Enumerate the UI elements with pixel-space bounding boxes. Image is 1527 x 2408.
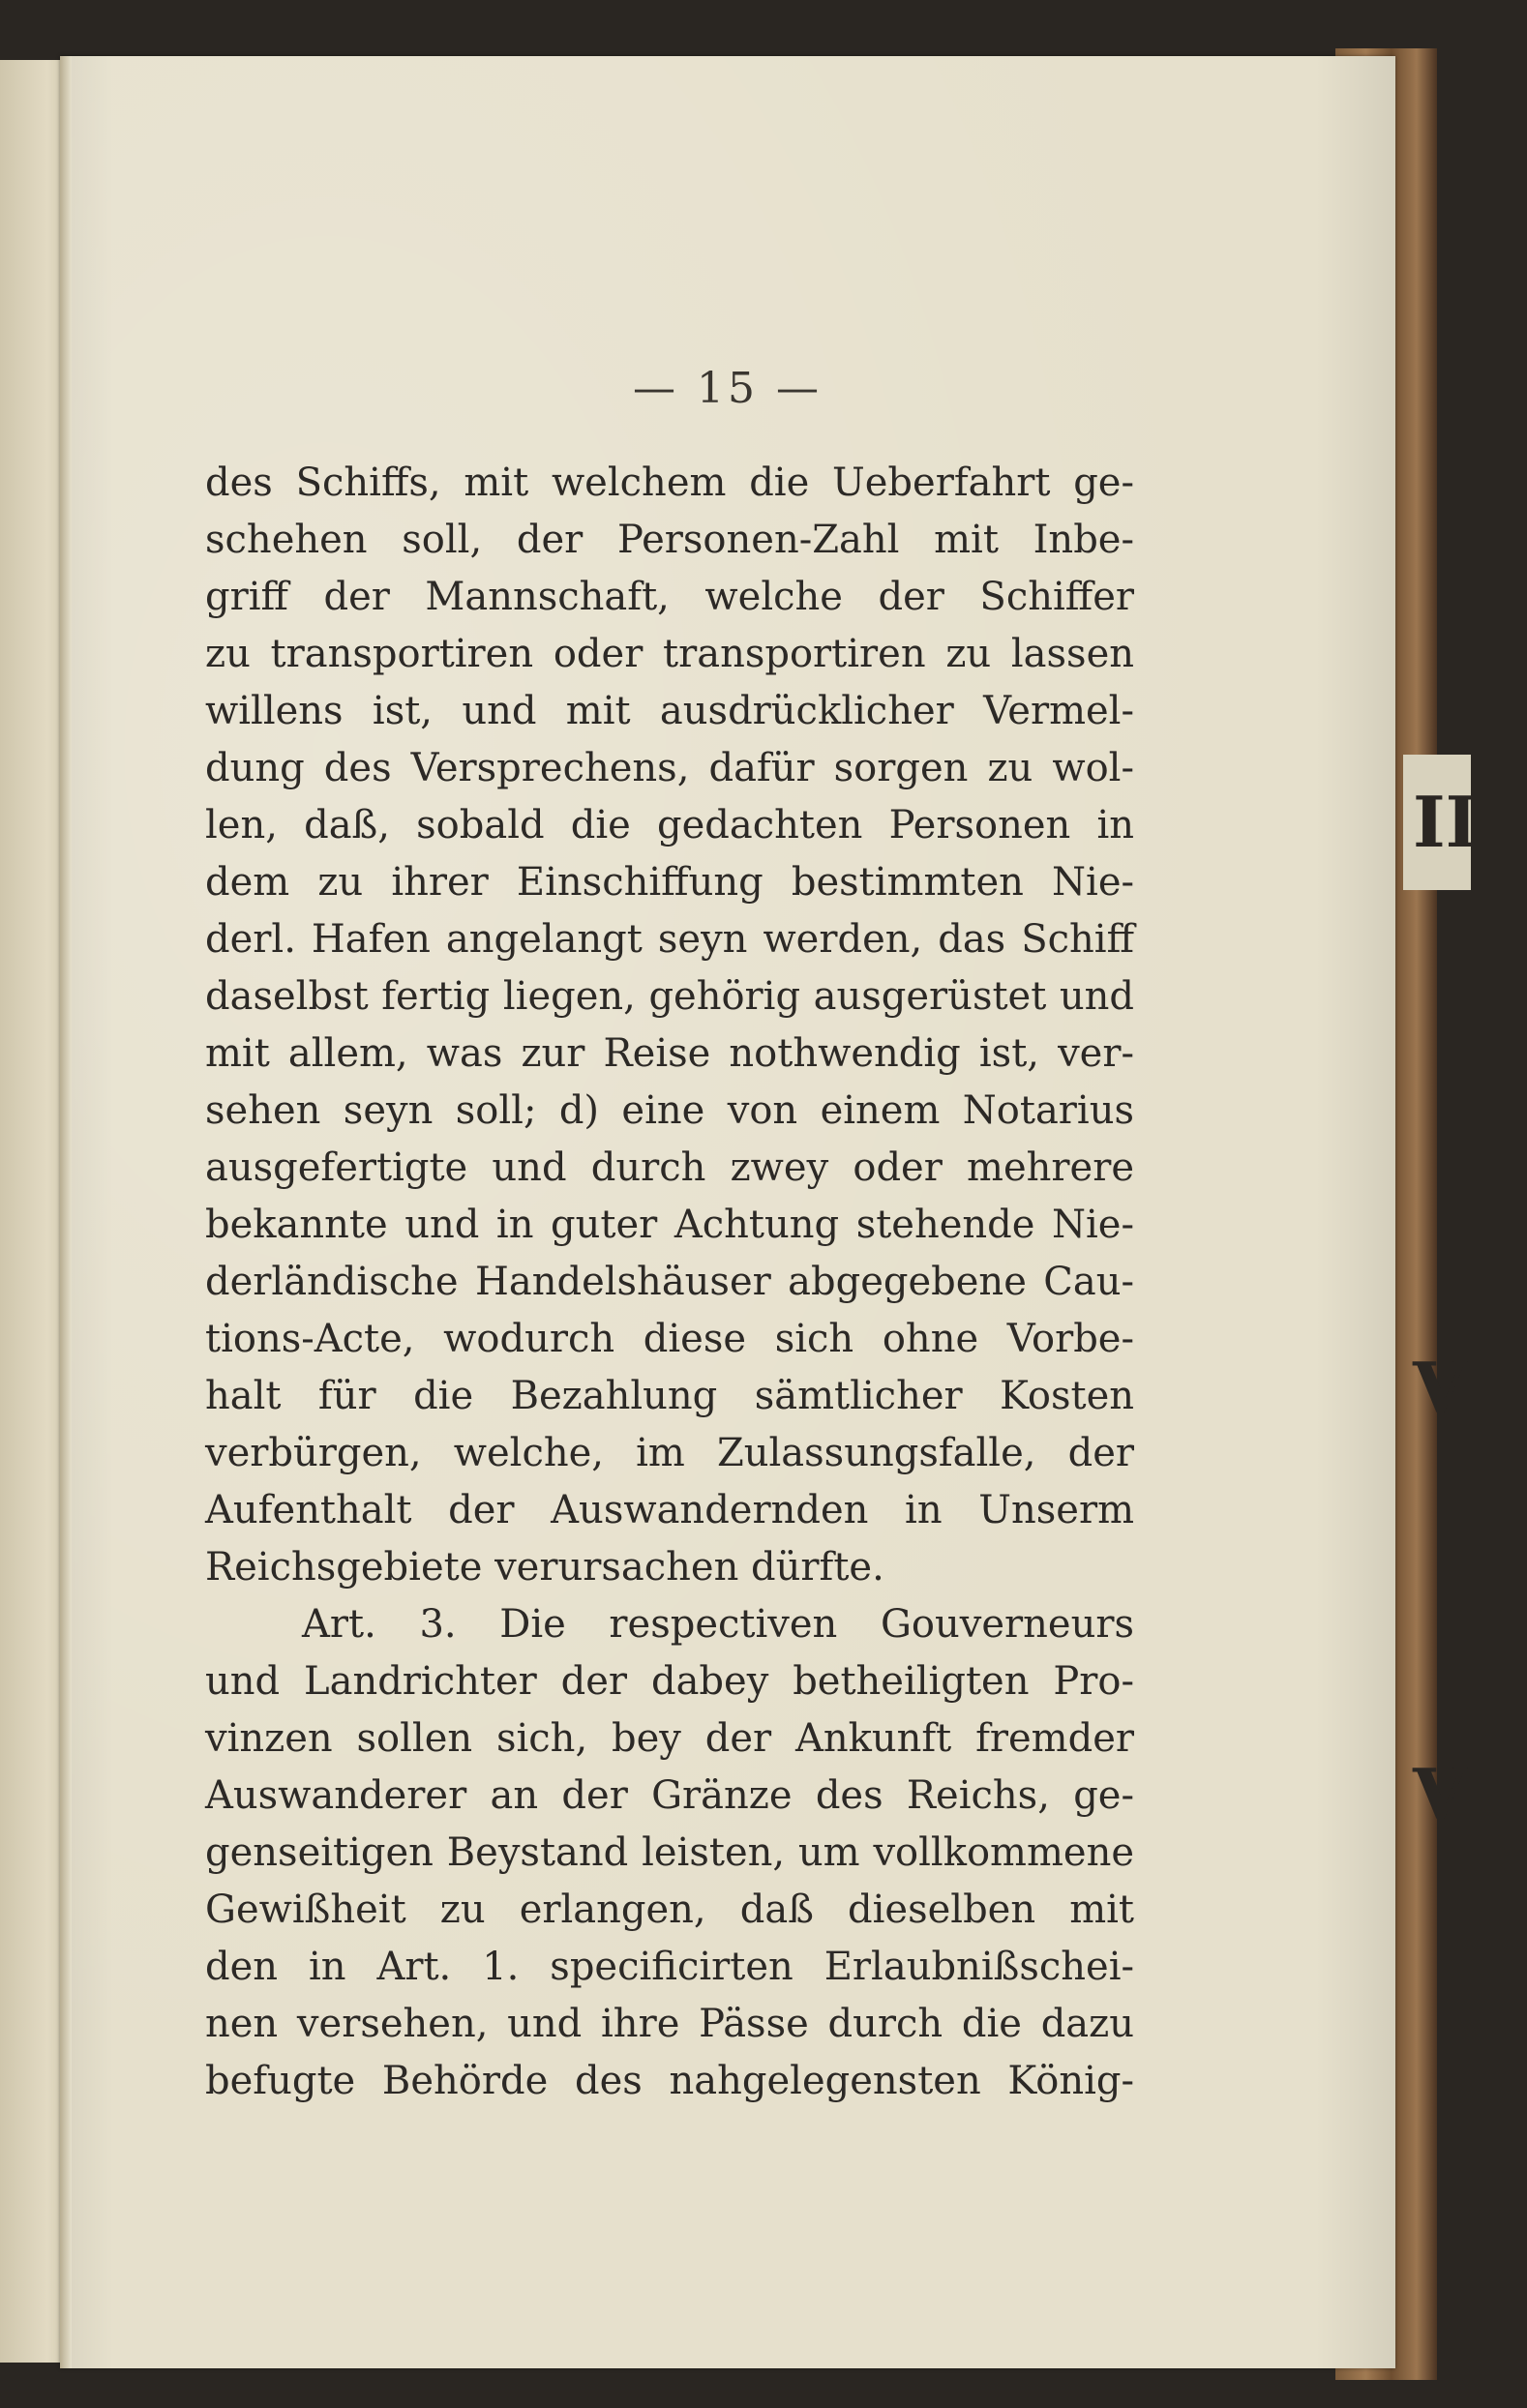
index-tab-2: V [1413, 1347, 1467, 1429]
text-line: des Schiffs, mit welchem die Ueberfahrt ge- [205, 461, 1134, 505]
text-line: verbürgen, welche, im Zulassungsfalle, der [205, 1431, 1134, 1475]
text-line: sehen seyn soll; d) eine von einem Notarius [205, 1088, 1134, 1133]
text-line: den in Art. 1. specificirten Erlaubnißschei- [205, 1945, 1134, 1989]
text-line: derländische Handelshäuser abgegebene Cau- [205, 1260, 1134, 1304]
text-line: Aufenthalt der Auswandernden in Unserm [205, 1488, 1134, 1532]
text-line: griff der Mannschaft, welche der Schiffer [205, 575, 1134, 619]
index-tab-3: V [1413, 1753, 1467, 1835]
text-line: willens ist, und mit ausdrücklicher Vermel- [205, 689, 1134, 733]
text-line: und Landrichter der dabey betheiligten Pro- [205, 1659, 1134, 1704]
body-text [205, 455, 1134, 2110]
book-page [60, 56, 1395, 2368]
facing-page-edge [0, 60, 68, 2363]
page-number: — 15 — [633, 364, 823, 413]
text-line: tions-Acte, wodurch diese sich ohne Vorbe- [205, 1317, 1134, 1361]
text-line: Reichsgebiete verursachen dürfte. [205, 1545, 884, 1590]
text-line: bekannte und in guter Achtung stehende Nie- [205, 1203, 1134, 1247]
index-tab-1: II [1403, 755, 1471, 890]
text-line: ausgefertigte und durch zwey oder mehrere [205, 1145, 1134, 1190]
text-line: len, daß, sobald die gedachten Personen in [205, 803, 1134, 847]
text-line: Gewißheit zu erlangen, daß dieselben mit [205, 1888, 1134, 1932]
text-line: dung des Versprechens, dafür sorgen zu wol- [205, 746, 1134, 790]
text-line: befugte Behörde des nahgelegensten König- [205, 2059, 1134, 2103]
text-line: daselbst fertig liegen, gehörig ausgerüstet und [205, 974, 1134, 1019]
text-line: vinzen sollen sich, bey der Ankunft fremder [205, 1716, 1134, 1761]
text-line: mit allem, was zur Reise nothwendig ist, ver- [205, 1031, 1134, 1076]
text-line: schehen soll, der Personen-Zahl mit Inbe- [205, 518, 1134, 562]
text-line: dem zu ihrer Einschiffung bestimmten Nie- [205, 860, 1134, 905]
text-line: genseitigen Beystand leisten, um vollkommene [205, 1830, 1134, 1875]
text-line: Art. 3. Die respectiven Gouverneurs [302, 1602, 1134, 1647]
text-line: nen versehen, und ihre Pässe durch die dazu [205, 2002, 1134, 2046]
text-line: Auswanderer an der Gränze des Reichs, ge- [205, 1773, 1134, 1818]
text-line: derl. Hafen angelangt seyn werden, das Schiff [205, 917, 1134, 962]
text-line: halt für die Bezahlung sämtlicher Kosten [205, 1374, 1134, 1418]
text-line: zu transportiren oder transportiren zu lassen [205, 632, 1134, 676]
